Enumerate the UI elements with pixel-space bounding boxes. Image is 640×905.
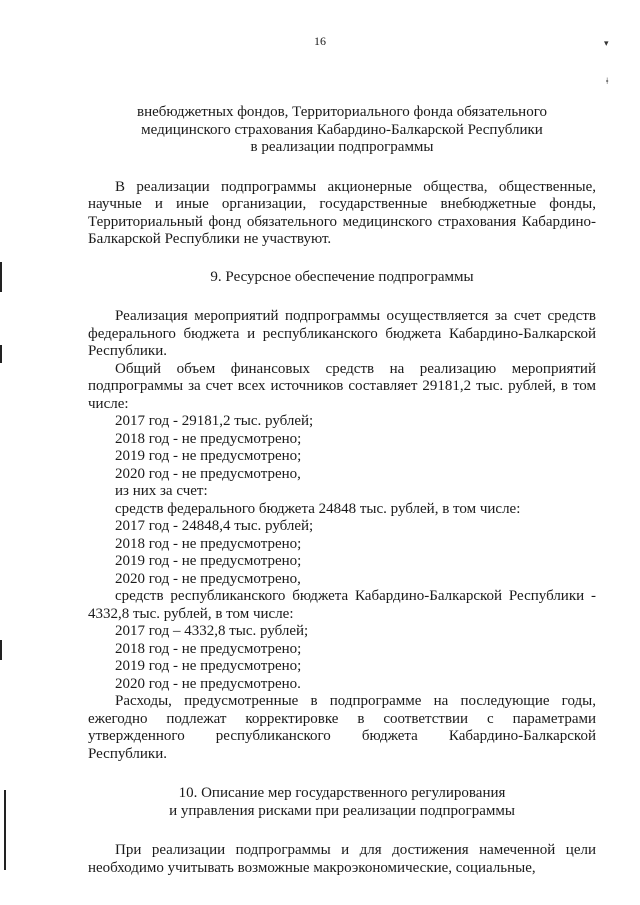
federal-budget-heading: средств федерального бюджета 24848 тыс. рублей, в том числе: <box>115 500 521 517</box>
heading-line: внебюджетных фондов, Территориального фонда обязательного <box>137 104 547 120</box>
heading-line: в реализации подпрограммы <box>250 139 434 155</box>
republic-year-line: 2017 год – 4332,8 тыс. рублей; <box>115 623 309 639</box>
heading-line: и управления рисками при реализации подпрограммы <box>169 802 515 819</box>
scan-edge-mark <box>4 790 6 870</box>
federal-year-line: 2020 год - не предусмотрено, <box>115 570 301 587</box>
of-them-label: из них за счет: <box>115 483 208 499</box>
section-9-intro: Реализация мероприятий подпрограммы осуществляется за счет средств федерального бюджета и республиканского бюджета Кабардино-Балкарской Республики. <box>88 308 596 359</box>
section-9-heading: 9. Ресурсное обеспечение подпрограммы <box>210 268 474 285</box>
republic-year-line: 2018 год - не предусмотрено; <box>115 640 302 657</box>
total-year-line: 2017 год - 29181,2 тыс. рублей; <box>115 413 314 429</box>
scan-edge-mark <box>0 345 2 363</box>
republic-year-line: 2020 год - не предусмотрено. <box>115 675 301 692</box>
federal-year-line: 2017 год - 24848,4 тыс. рублей; <box>115 518 314 534</box>
expenses-paragraph: Расходы, предусмотренные в подпрограмме на последующие годы, ежегодно подлежат корректировке в соответствии с параметрами утвержденного республиканского бюджета Кабардино-Балкарской Республики. <box>88 693 596 762</box>
section-10-heading <box>88 785 596 820</box>
scan-mark: ▾ <box>604 38 609 48</box>
section-9-total: Общий объем финансовых средств на реализацию мероприятий подпрограммы за счет всех источников составляет 29181,2 тыс. рублей, в том числе: <box>88 360 596 412</box>
federal-year-line: 2018 год - не предусмотрено; <box>115 535 302 552</box>
scan-mark: ǂ <box>606 76 609 86</box>
scan-edge-mark <box>0 262 2 292</box>
scan-edge-mark <box>0 640 2 660</box>
total-year-line: 2020 год - не предусмотрено, <box>115 465 301 482</box>
total-year-line: 2018 год - не предусмотрено; <box>115 430 302 447</box>
heading-line: медицинского страхования Кабардино-Балкарской Республики <box>141 121 543 138</box>
republic-budget-heading: средств республиканского бюджета Кабардино-Балкарской Республики - 4332,8 тыс. рублей, в том числе: <box>88 588 596 622</box>
federal-year-line: 2019 год - не предусмотрено; <box>115 553 302 569</box>
page-number: 16 <box>314 34 326 48</box>
section-8-heading <box>88 104 596 157</box>
republic-year-line: 2019 год - не предусмотрено; <box>115 658 302 674</box>
document-body <box>88 104 596 877</box>
total-year-line: 2019 год - не предусмотрено; <box>115 448 302 464</box>
section-10-paragraph: При реализации подпрограммы и для достижения намеченной цели необходимо учитывать возможные макроэкономические, социальные, <box>88 842 596 876</box>
heading-line: 10. Описание мер государственного регулирования <box>178 785 506 801</box>
section-8-paragraph: В реализации подпрограммы акционерные общества, общественные, научные и иные организации, государственные внебюджетные фонды, Территориальный фонд обязательного медицинского страхования Кабардино-Балкарской Республики не участвуют. <box>88 178 596 247</box>
